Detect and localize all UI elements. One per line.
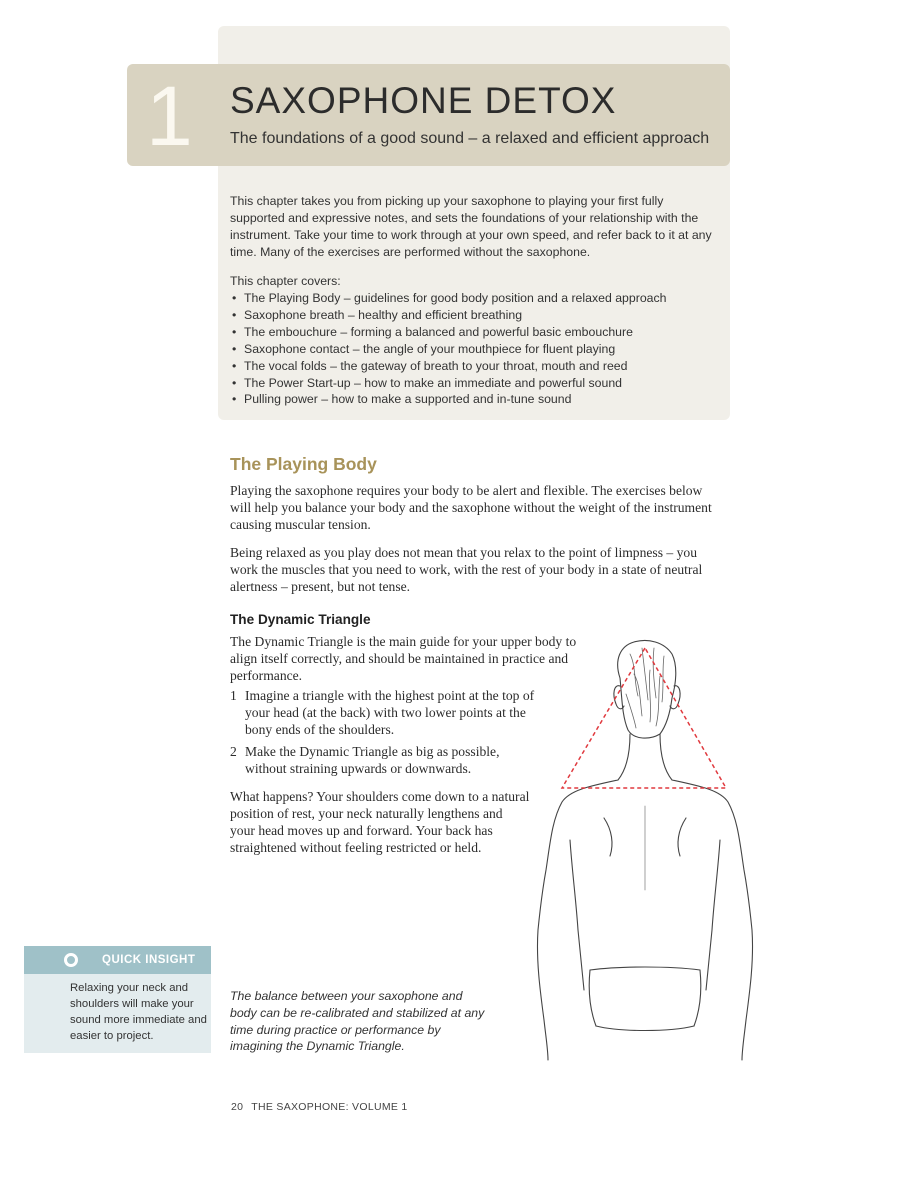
list-item — [230, 687, 540, 738]
subsection-heading: The Dynamic Triangle — [230, 612, 371, 627]
neck-outline — [618, 734, 630, 780]
list-item: • Saxophone contact – the angle of your mouthpiece for fluent playing — [230, 341, 666, 358]
list-item: • The embouchure – forming a balanced and powerful basic embouchure — [230, 324, 666, 341]
figure-caption: The balance between your saxophone and body can be re-calibrated and stabilized at any time during practice or performance by imagining the Dynamic Triangle. — [230, 989, 485, 1054]
quick-insight-text: Relaxing your neck and shoulders will make your sound more immediate and easier to project. — [70, 982, 207, 1042]
chapter-number: 1 — [146, 69, 193, 163]
page-number: 20 — [231, 1101, 244, 1113]
page-footer — [231, 1101, 416, 1113]
step-number: 1 — [230, 688, 237, 703]
covers-label: This chapter covers: — [230, 274, 341, 288]
step-text: Imagine a triangle with the highest point at the top of your head (at the back) with two lower points at the bony ends of the shoulders. — [245, 688, 535, 737]
quick-insight-title: QUICK INSIGHT — [102, 954, 196, 966]
list-item: • Pulling power – how to make a supported and in-tune sound — [230, 391, 666, 408]
list-item: • The Power Start-up – how to make an immediate and powerful sound — [230, 375, 666, 392]
intro-paragraph: This chapter takes you from picking up your saxophone to playing your first fully supported and expressive notes, and sets the foundations of your relationship with the instrument. Take your time to work through at your own speed, and refer back to it at any time. Many of the exercises are performed without the saxophone. — [230, 194, 712, 259]
chapter-subtitle: The foundations of a good sound – a relaxed and efficient approach — [230, 130, 710, 147]
body-paragraph: What happens? Your shoulders come down to a natural position of rest, your neck naturally lengthens and your head moves up and forward. Your back has straightened without feeling restricted or held. — [230, 789, 530, 855]
list-item: • The vocal folds – the gateway of breath to your throat, mouth and reed — [230, 358, 666, 375]
dynamic-triangle-illustration — [530, 630, 800, 1070]
circle-icon — [64, 953, 78, 967]
numbered-steps — [230, 687, 540, 782]
waistband-outline — [590, 967, 700, 970]
body-paragraph: The Dynamic Triangle is the main guide for your upper body to align itself correctly, and should be maintained in practice and performance. — [230, 634, 577, 683]
list-item — [230, 743, 540, 777]
covers-list — [230, 290, 666, 408]
book-title: THE SAXOPHONE: VOLUME 1 — [251, 1101, 408, 1113]
quick-insight-header — [24, 946, 211, 974]
list-item: • Saxophone breath – healthy and efficient breathing — [230, 307, 666, 324]
body-paragraph: Playing the saxophone requires your body to be alert and flexible. The exercises below will help you balance your body and the saxophone without the weight of the instrument causing muscular tension. — [230, 483, 712, 532]
body-paragraph: Being relaxed as you play does not mean that you relax to the point of limpness – you work the muscles that you need to work, with the rest of your body in a state of neutral alertness – present, but not tense. — [230, 545, 703, 594]
section-heading: The Playing Body — [230, 454, 377, 474]
list-item: • The Playing Body – guidelines for good body position and a relaxed approach — [230, 290, 666, 307]
chapter-title: SAXOPHONE DETOX — [230, 80, 617, 121]
step-number: 2 — [230, 744, 237, 759]
step-text: Make the Dynamic Triangle as big as possible, without straining upwards or downwards. — [245, 744, 500, 776]
quick-insight-box — [24, 946, 211, 1053]
dynamic-triangle — [562, 648, 726, 788]
